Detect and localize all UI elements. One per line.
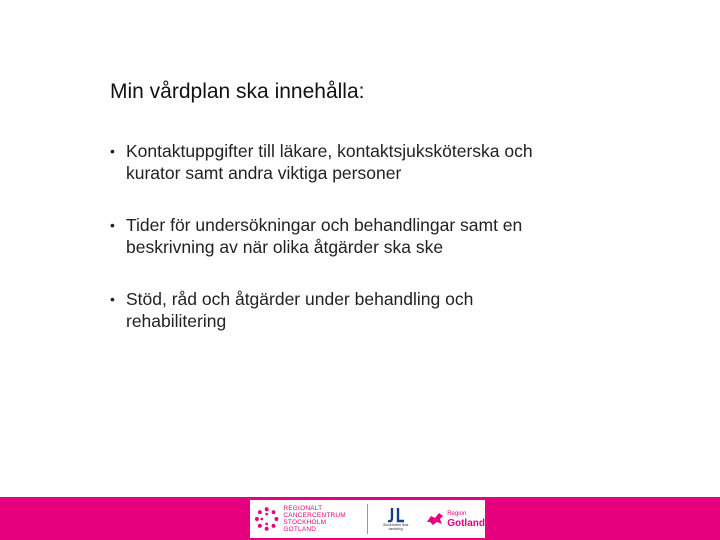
bullet-line: rehabilitering <box>126 311 227 331</box>
gotland-ram-icon <box>425 510 445 528</box>
bullet-dot: • <box>110 291 115 307</box>
bullet-item <box>110 288 670 332</box>
bullet-line: beskrivning av när olika åtgärder ska ske <box>126 237 444 257</box>
bullet-dot: • <box>110 217 115 233</box>
logo-strip <box>250 500 485 538</box>
bullet-dot: • <box>110 143 115 159</box>
bullet-line: Stöd, råd och åtgärder under behandling och <box>126 289 474 309</box>
bullet-item <box>110 214 670 258</box>
rcc-logo-icon <box>254 506 279 532</box>
rcc-line: CANCERCENTRUM <box>283 512 346 519</box>
gotland-logo-text <box>447 510 485 528</box>
bullet-line: Kontaktuppgifter till läkare, kontaktsjuksköterska och <box>126 141 533 161</box>
sll-logo-icon <box>387 507 405 523</box>
rcc-line: REGIONALT <box>283 505 323 512</box>
bullet-item <box>110 140 670 184</box>
logo-divider <box>367 504 368 534</box>
bullet-line: kurator samt andra viktiga personer <box>126 163 402 183</box>
rcc-logo-text <box>283 505 359 533</box>
rcc-line: STOCKHOLM GOTLAND <box>283 519 327 533</box>
gotland-logo <box>425 510 485 528</box>
bullet-list <box>110 140 670 362</box>
rcc-logo <box>254 505 359 533</box>
bullet-line: Tider för undersökningar och behandlingar samt en <box>126 215 523 235</box>
slide-title: Min vårdplan ska innehålla: <box>110 80 365 103</box>
sll-logo-text: Stockholms läns landsting <box>382 523 409 531</box>
sll-logo <box>376 507 415 531</box>
gotland-region-label: Region <box>447 511 467 517</box>
gotland-name-label: Gotland <box>447 518 485 529</box>
